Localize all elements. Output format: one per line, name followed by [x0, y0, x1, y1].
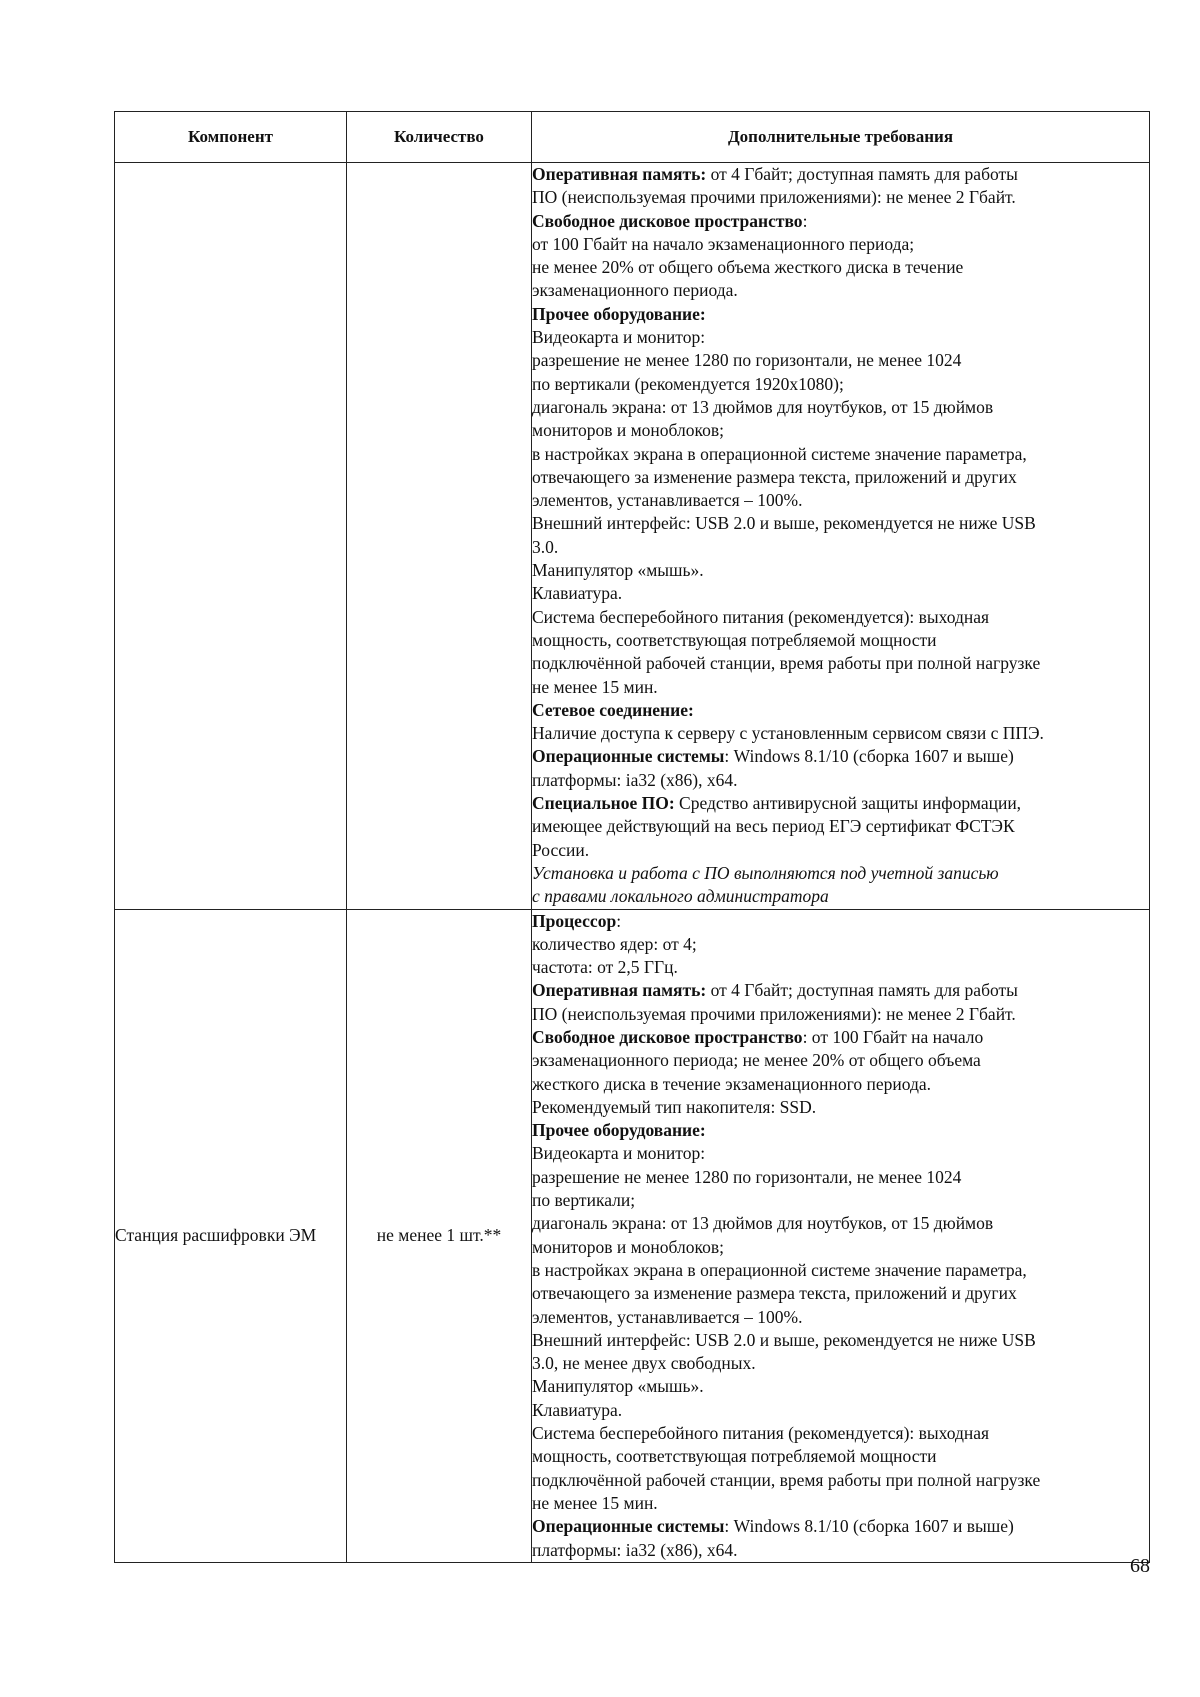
requirement-heading: Операционные системы	[532, 746, 725, 767]
requirement-text: Манипулятор «мышь».	[532, 560, 704, 581]
requirement-line	[532, 1166, 1149, 1189]
requirement-line	[532, 745, 1149, 768]
requirement-line	[532, 979, 1149, 1002]
requirement-heading: Процессор	[532, 910, 617, 931]
requirement-text: отвечающего за изменение размера текста, приложений и других	[532, 466, 1017, 487]
table-row	[115, 909, 1150, 1562]
requirement-line	[532, 163, 1149, 186]
requirement-line	[532, 629, 1149, 652]
requirement-line	[532, 1352, 1149, 1375]
requirement-text: подключённой рабочей станции, время работы при полной нагрузке	[532, 653, 1041, 674]
component-cell: Станция расшифровки ЭМ	[115, 909, 347, 1562]
requirement-text: в настройках экрана в операционной системе значение параметра,	[532, 1259, 1027, 1280]
requirement-line	[532, 233, 1149, 256]
requirement-line	[532, 256, 1149, 279]
requirement-text: 3.0, не менее двух свободных.	[532, 1353, 756, 1374]
requirement-text: жесткого диска в течение экзаменационного периода.	[532, 1073, 931, 1094]
requirement-heading: Специальное ПО:	[532, 793, 675, 814]
requirement-text: по вертикали (рекомендуется 1920x1080);	[532, 373, 844, 394]
requirement-text: не менее 15 мин.	[532, 676, 658, 697]
requirement-heading: Оперативная память:	[532, 164, 707, 184]
requirement-line	[532, 536, 1149, 559]
requirement-heading: Операционные системы	[532, 1516, 725, 1537]
requirement-text: Внешний интерфейс: USB 2.0 и выше, рекомендуется не ниже USB	[532, 1329, 1036, 1350]
requirement-text: ПО (неиспользуемая прочими приложениями): не менее 2 Гбайт.	[532, 187, 1016, 208]
requirement-text: Видеокарта и монитор:	[532, 327, 706, 348]
requirement-line	[532, 1142, 1149, 1165]
quantity-cell: не менее 1 шт.**	[347, 909, 532, 1562]
requirement-text: от 4 Гбайт; доступная память для работы	[706, 164, 1018, 184]
requirement-text: : от 100 Гбайт на начало	[802, 1026, 984, 1047]
requirement-line	[532, 1003, 1149, 1026]
requirement-line	[532, 1259, 1149, 1282]
requirement-heading: Прочее оборудование:	[532, 303, 706, 324]
requirement-line	[532, 512, 1149, 535]
requirement-line	[532, 699, 1149, 722]
requirement-line	[532, 933, 1149, 956]
requirement-text: от 100 Гбайт на начало экзаменационного периода;	[532, 233, 915, 254]
requirement-text: разрешение не менее 1280 по горизонтали, не менее 1024	[532, 350, 962, 371]
requirement-text: 3.0.	[532, 536, 559, 557]
requirement-line	[532, 1096, 1149, 1119]
requirement-text: Клавиатура.	[532, 583, 623, 604]
requirement-text: : Windows 8.1/10 (сборка 1607 и выше)	[724, 1516, 1014, 1537]
requirement-text: мониторов и моноблоков;	[532, 1236, 724, 1257]
requirement-text: от 4 Гбайт; доступная память для работы	[706, 980, 1018, 1001]
requirement-line	[532, 1515, 1149, 1538]
requirement-text: : Windows 8.1/10 (сборка 1607 и выше)	[724, 746, 1014, 767]
requirement-note: Установка и работа с ПО выполняются под учетной записью	[532, 862, 999, 883]
quantity-cell	[347, 163, 532, 910]
requirements-table	[114, 111, 1150, 1563]
requirement-line	[532, 326, 1149, 349]
requirement-line	[532, 815, 1149, 838]
requirement-line	[532, 676, 1149, 699]
requirement-line	[532, 489, 1149, 512]
requirement-line	[532, 1282, 1149, 1305]
requirement-heading: Свободное дисковое пространство	[532, 1026, 803, 1047]
table-header-row	[115, 112, 1150, 163]
requirement-line	[532, 1236, 1149, 1259]
requirement-line	[532, 1212, 1149, 1235]
requirement-text: :	[802, 210, 808, 231]
requirement-text: Наличие доступа к серверу с установленным сервисом связи с ППЭ.	[532, 723, 1044, 744]
requirement-text: отвечающего за изменение размера текста, приложений и других	[532, 1283, 1017, 1304]
requirement-line	[532, 303, 1149, 326]
requirement-line	[532, 722, 1149, 745]
requirement-line	[532, 1049, 1149, 1072]
requirement-text: мощность, соответствующая потребляемой мощности	[532, 1446, 937, 1467]
header-quantity: Количество	[347, 112, 532, 163]
requirement-text: Система бесперебойного питания (рекомендуется): выходная	[532, 606, 990, 627]
requirement-text: мониторов и моноблоков;	[532, 420, 724, 441]
requirement-heading: Прочее оборудование:	[532, 1120, 706, 1141]
requirement-text: количество ядер: от 4;	[532, 933, 697, 954]
requirement-text: частота: от 2,5 ГГц.	[532, 957, 678, 978]
requirement-line	[532, 582, 1149, 605]
requirement-line	[532, 559, 1149, 582]
requirement-text: Манипулятор «мышь».	[532, 1376, 704, 1397]
requirement-text: мощность, соответствующая потребляемой мощности	[532, 629, 937, 650]
requirement-line	[532, 1119, 1149, 1142]
component-cell	[115, 163, 347, 910]
requirement-text: Клавиатура.	[532, 1399, 623, 1420]
requirement-line	[532, 1539, 1149, 1562]
header-requirements: Дополнительные требования	[532, 112, 1150, 163]
requirement-line	[532, 443, 1149, 466]
requirement-line	[532, 769, 1149, 792]
requirement-line	[532, 1375, 1149, 1398]
requirement-text: элементов, устанавливается – 100%.	[532, 490, 803, 511]
requirement-text: в настройках экрана в операционной системе значение параметра,	[532, 443, 1027, 464]
requirement-line	[532, 1469, 1149, 1492]
requirement-text: диагональ экрана: от 13 дюймов для ноутбуков, от 15 дюймов	[532, 1213, 994, 1234]
requirement-text: имеющее действующий на весь период ЕГЭ сертификат ФСТЭК	[532, 816, 1015, 837]
requirement-line	[532, 1026, 1149, 1049]
requirement-line	[532, 862, 1149, 885]
requirement-text: Система бесперебойного питания (рекомендуется): выходная	[532, 1423, 990, 1444]
requirement-text: платформы: ia32 (x86), x64.	[532, 1539, 738, 1560]
requirement-line	[532, 792, 1149, 815]
requirement-line	[532, 466, 1149, 489]
requirement-text: по вертикали;	[532, 1190, 636, 1211]
requirement-text: платформы: ia32 (x86), x64.	[532, 769, 738, 790]
requirement-line	[532, 186, 1149, 209]
page-number: 68	[1130, 1555, 1150, 1577]
requirement-text: не менее 15 мин.	[532, 1492, 658, 1513]
requirement-text: России.	[532, 839, 590, 860]
requirement-line	[532, 1189, 1149, 1212]
header-component: Компонент	[115, 112, 347, 163]
requirement-note: с правами локального администратора	[532, 886, 829, 907]
requirement-text: разрешение не менее 1280 по горизонтали, не менее 1024	[532, 1166, 962, 1187]
requirement-line	[532, 210, 1149, 233]
requirement-line	[532, 1399, 1149, 1422]
requirement-text: Средство антивирусной защиты информации,	[674, 793, 1022, 814]
requirement-line	[532, 1445, 1149, 1468]
table-row	[115, 163, 1150, 910]
requirement-line	[532, 885, 1149, 908]
requirement-text: Внешний интерфейс: USB 2.0 и выше, рекомендуется не ниже USB	[532, 513, 1036, 534]
requirements-cell	[532, 909, 1150, 1562]
requirement-text: экзаменационного периода.	[532, 280, 738, 301]
requirement-heading: Свободное дисковое пространство	[532, 210, 803, 231]
requirement-text: Видеокарта и монитор:	[532, 1143, 706, 1164]
requirement-line	[532, 1329, 1149, 1352]
requirement-text: элементов, устанавливается – 100%.	[532, 1306, 803, 1327]
requirement-text: ПО (неиспользуемая прочими приложениями): не менее 2 Гбайт.	[532, 1003, 1016, 1024]
requirement-line	[532, 1492, 1149, 1515]
requirement-line	[532, 1306, 1149, 1329]
requirement-text: диагональ экрана: от 13 дюймов для ноутбуков, от 15 дюймов	[532, 396, 994, 417]
requirement-text: не менее 20% от общего объема жесткого диска в течение	[532, 257, 964, 278]
requirement-line	[532, 839, 1149, 862]
requirement-text: экзаменационного периода; не менее 20% от общего объема	[532, 1050, 981, 1071]
requirement-line	[532, 349, 1149, 372]
requirement-line	[532, 652, 1149, 675]
requirement-line	[532, 373, 1149, 396]
requirement-line	[532, 910, 1149, 933]
requirement-line	[532, 956, 1149, 979]
requirement-line	[532, 419, 1149, 442]
requirement-text: :	[616, 910, 622, 931]
requirement-line	[532, 606, 1149, 629]
requirement-line	[532, 1073, 1149, 1096]
requirement-text: подключённой рабочей станции, время работы при полной нагрузке	[532, 1469, 1041, 1490]
requirement-line	[532, 279, 1149, 302]
requirements-cell	[532, 163, 1150, 910]
requirement-line	[532, 1422, 1149, 1445]
requirement-heading: Оперативная память:	[532, 980, 707, 1001]
requirement-line	[532, 396, 1149, 419]
requirement-text: Рекомендуемый тип накопителя: SSD.	[532, 1096, 817, 1117]
requirement-heading: Сетевое соединение:	[532, 699, 694, 720]
